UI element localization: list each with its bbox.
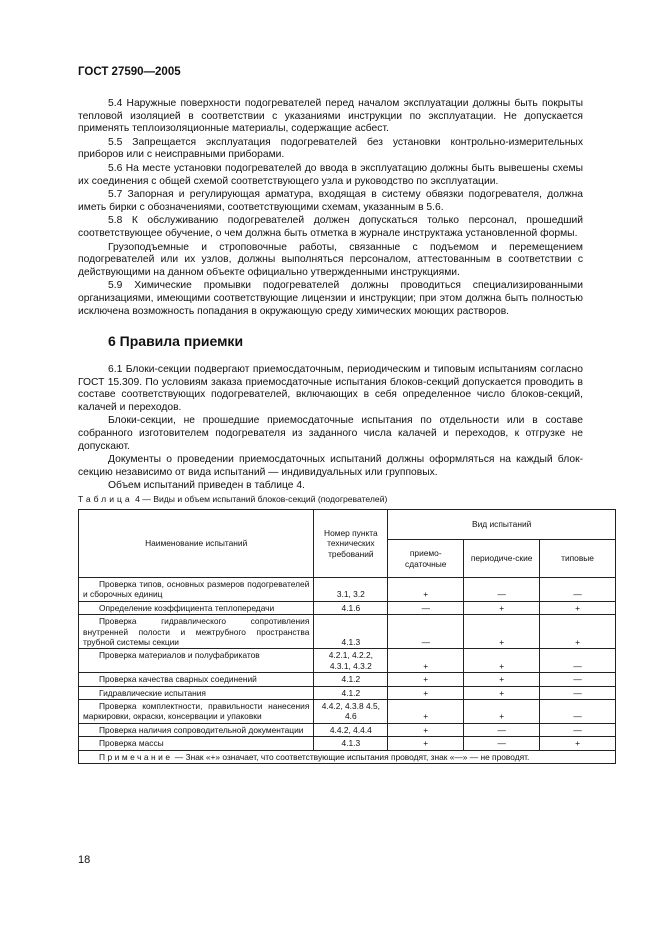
cell-type: — [540, 649, 616, 673]
page-number: 18 [78, 854, 91, 866]
cell-clause: 4.2.1, 4.2.2, 4.3.1, 4.3.2 [314, 649, 388, 673]
cell-type: — [540, 700, 616, 724]
table-row [79, 649, 616, 673]
header-test-kind: Вид испытаний [388, 510, 616, 540]
table-row [79, 615, 616, 649]
table-row [79, 700, 616, 724]
cell-acceptance: + [388, 723, 464, 736]
cell-type: + [540, 601, 616, 614]
section-5-text [78, 98, 583, 319]
paragraph-5-5: 5.5 Запрещается эксплуатация подогревателей без установки контрольно-измерительных приборов или с неисправными приборами. [78, 136, 583, 161]
cell-acceptance: — [388, 615, 464, 649]
cell-periodic: — [464, 737, 540, 750]
paragraph-5-6: 5.6 На месте установки подогревателей до ввода в эксплуатацию должны быть вывешены схемы их соединения с общей схемой соответствующего узла и руководство по эксплуатации. [78, 162, 583, 187]
paragraph-5-4: 5.4 Наружные поверхности подогревателей перед началом эксплуатации должны быть покрыты тепловой изоляцией в соответствии с указаниями инструкции по эксплуатации. Не допускается применять теплоизоляционные материалы, содержащие асбест. [78, 98, 583, 135]
header-clause: Номер пункта технических требований [314, 510, 388, 578]
cell-periodic: + [464, 700, 540, 724]
tests-table [78, 509, 616, 764]
cell-type: + [540, 737, 616, 750]
cell-test-name: Проверка качества сварных соединений [79, 673, 314, 686]
cell-test-name: Гидравлические испытания [79, 686, 314, 699]
table-note [79, 750, 616, 763]
cell-clause: 4.1.2 [314, 673, 388, 686]
paragraph-6-1: 6.1 Блоки-секции подвергают приемосдаточным, периодическим и типовым испытаниям согласно ГОСТ 15.309. По условиям заказа приемосдаточные испытания блоков-секций допускается проводить в составе соответствующих подогревателей, включающих в себя определенное число блоков-секций, калачей и переходов. [78, 364, 583, 413]
cell-test-name: Проверка наличия сопроводительной документации [79, 723, 314, 736]
table-row [79, 723, 616, 736]
table-row [79, 578, 616, 602]
paragraph-lifting: Грузоподъемные и строповочные работы, связанные с подъемом и перемещением подогревателей или их узлов, должны выполняться персоналом, аттестованным в соответствии с действующими на данном объекте официально утвержденными инструкциями. [78, 241, 583, 278]
cell-clause: 4.1.2 [314, 686, 388, 699]
cell-periodic: + [464, 601, 540, 614]
cell-clause: 4.1.3 [314, 737, 388, 750]
cell-acceptance: + [388, 649, 464, 673]
header-acceptance: приемо-сдаточные [388, 540, 464, 578]
cell-clause: 4.1.6 [314, 601, 388, 614]
table-row [79, 673, 616, 686]
cell-clause: 4.4.2, 4.4.4 [314, 723, 388, 736]
table-caption-word: Таблица [78, 494, 133, 504]
cell-clause: 3.1, 3.2 [314, 578, 388, 602]
paragraph-documents: Документы о проведении приемосдаточных испытаний должны оформляться на каждый блок-секцию независимо от вида испытаний — индивидуальных или групповых. [78, 454, 583, 478]
cell-acceptance: + [388, 700, 464, 724]
note-word: Примечание [99, 751, 173, 762]
cell-acceptance: + [388, 578, 464, 602]
cell-periodic: + [464, 686, 540, 699]
header-periodic: периодиче-ские [464, 540, 540, 578]
cell-type: — [540, 578, 616, 602]
section-6-text [78, 364, 583, 494]
note-text: — Знак «+» означает, что соответствующие испытания проводят, знак «—» — не проводят. [172, 751, 530, 762]
table-row [79, 601, 616, 614]
table-caption-text: 4 — Виды и объем испытаний блоков-секций (подогревателей) [132, 494, 388, 504]
cell-periodic: — [464, 723, 540, 736]
table-row [79, 737, 616, 750]
paragraph-5-9: 5.9 Химические промывки подогревателей должны проводиться специализированными организациями, имеющими соответствующие лицензии и инструкции; при этом должна быть полностью исключена возможность попадания в окружающую среду химических моющих растворов. [78, 280, 583, 317]
cell-acceptance: + [388, 673, 464, 686]
table-caption [78, 494, 387, 504]
paragraph-rejection: Блоки-секции, не прошедшие приемосдаточные испытания по отдельности или в составе собранного изготовителем подогревателя из заданного числа калачей и переходов, к отгрузке не допускают. [78, 415, 583, 452]
document-header: ГОСТ 27590—2005 [78, 66, 181, 78]
cell-periodic: — [464, 578, 540, 602]
cell-clause: 4.4.2, 4.3.8 4.5, 4.6 [314, 700, 388, 724]
cell-type: — [540, 723, 616, 736]
cell-type: — [540, 686, 616, 699]
cell-test-name: Проверка типов, основных размеров подогревателей и сборочных единиц [79, 578, 314, 602]
header-test-name: Наименование испытаний [79, 510, 314, 578]
cell-acceptance: + [388, 737, 464, 750]
cell-periodic: + [464, 673, 540, 686]
table-row [79, 686, 616, 699]
cell-test-name: Проверка гидравлического сопротивления внутренней полости и межтрубного пространства трубной системы секции [79, 615, 314, 649]
cell-periodic: + [464, 649, 540, 673]
paragraph-5-7: 5.7 Запорная и регулирующая арматура, входящая в систему обвязки подогревателя, должна иметь бирки с обозначениями, соответствующими схемам, указанным в 5.6. [78, 189, 583, 213]
cell-test-name: Определение коэффициента теплопередачи [79, 601, 314, 614]
cell-acceptance: — [388, 601, 464, 614]
paragraph-table-ref: Объем испытаний приведен в таблице 4. [108, 480, 305, 492]
cell-test-name: Проверка комплектности, правильности нанесения маркировки, окраски, консервации и упаковки [79, 700, 314, 724]
cell-type: + [540, 615, 616, 649]
cell-clause: 4.1.3 [314, 615, 388, 649]
section-title: 6 Правила приемки [108, 333, 244, 349]
cell-test-name: Проверка материалов и полуфабрикатов [79, 649, 314, 673]
header-type: типовые [540, 540, 616, 578]
cell-acceptance: + [388, 686, 464, 699]
cell-type: — [540, 673, 616, 686]
paragraph-5-8: 5.8 К обслуживанию подогревателей должен допускаться только персонал, прошедший соответствующее обучение, о чем должна быть отметка в журнале инструктажа установленной формы. [78, 215, 583, 239]
cell-test-name: Проверка массы [79, 737, 314, 750]
cell-periodic: + [464, 615, 540, 649]
